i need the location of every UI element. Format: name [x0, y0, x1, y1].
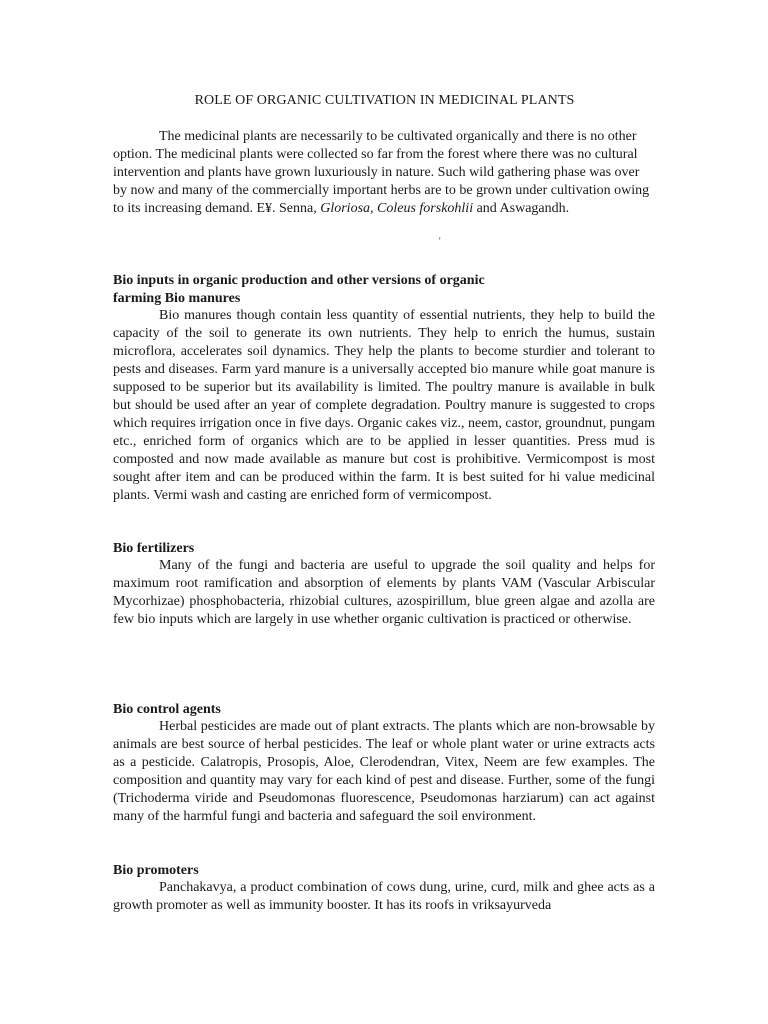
section-body-bio-promoters: Panchakavya, a product combination of cows dung, urine, curd, milk and ghee acts as a growth promoter as well as immunity booster. It has its roofs in vriksayurveda — [113, 880, 655, 913]
intro-paragraph — [113, 128, 655, 218]
section-heading-bio-fertilizers: Bio fertilizers — [113, 541, 195, 556]
section-heading-bio-control-agents: Bio control agents — [113, 702, 221, 717]
intro-text-end: and Aswagandh. — [476, 201, 570, 216]
intro-italic-coleus: Coleus forskohlii — [377, 201, 474, 216]
section-heading-bio-manures: farming Bio manures — [113, 291, 241, 306]
intro-text: The medicinal plants are necessarily to be cultivated organically and there is no other option. The medicinal plants were collected so far from the forest where there was no cultural intervention and plants have grown luxuriously in nature. Such wild gathering phase was over by now and many of the commercially important herbs are to be grown under cultivation owing to its increasing demand. E¥. Senna, — [113, 129, 650, 216]
section-body-bio-manures: Bio manures though contain less quantity of essential nutrients, they help to build the capacity of the soil to generate its own nutrients. They help to enrich the humus, sustain microflora, accelerates soil dynamics. They help the plants to become sturdier and tolerant to pests and diseases. Farm yard manure is a universally accepted bio manure while goat manure is supposed to be superior but its availability is limited. The poultry manure is available in bulk but should be used after an year of complete degradation. Poultry manure is suggested to crops which requires irrigation once in five days. Organic cakes viz., neem, castor, groundnut, pungam etc., enriched form of organics which are to be applied in lesser quantities. Press mud is composted and now made available as manure but cost is prohibitive. Vermicompost is most sought after item and can be produced within the farm. It is best suited for hi value medicinal plants. Vermi wash and casting are enriched form of vermicompost. — [113, 308, 655, 503]
section-body-bio-control-agents: Herbal pesticides are made out of plant extracts. The plants which are non-browsable by animals are best source of herbal pesticides. The leaf or whole plant water or urine extracts acts as a pesticide. Calatropis, Prosopis, Aloe, Clerodendran, Vitex, Neem are few examples. The composition and quantity may vary for each kind of pest and disease. Further, some of the fungi (Trichoderma viride and Pseudomonas fluorescence, Pseudomonas harziarum) can act against many of the harmful fungi and bacteria and safeguard the soil environment. — [113, 719, 655, 824]
section-body-bio-fertilizers: Many of the fungi and bacteria are useful to upgrade the soil quality and helps for maximum root ramification and absorption of elements by plants VAM (Vascular Arbiscular Mycorhizae) phosphobacteria, rhizobial cultures, azospirillum, blue green algae and azolla are few bio inputs which are largely in use whether organic cultivation is practiced or otherwise. — [113, 558, 655, 627]
section-heading-bio-inputs: Bio inputs in organic production and other versions of organic — [113, 273, 485, 288]
stray-mark: ' — [439, 236, 441, 246]
intro-italic-gloriosa: Gloriosa, — [320, 201, 374, 216]
section-heading-bio-promoters: Bio promoters — [113, 863, 199, 878]
document-title: ROLE OF ORGANIC CULTIVATION IN MEDICINAL PLANTS — [194, 93, 575, 108]
